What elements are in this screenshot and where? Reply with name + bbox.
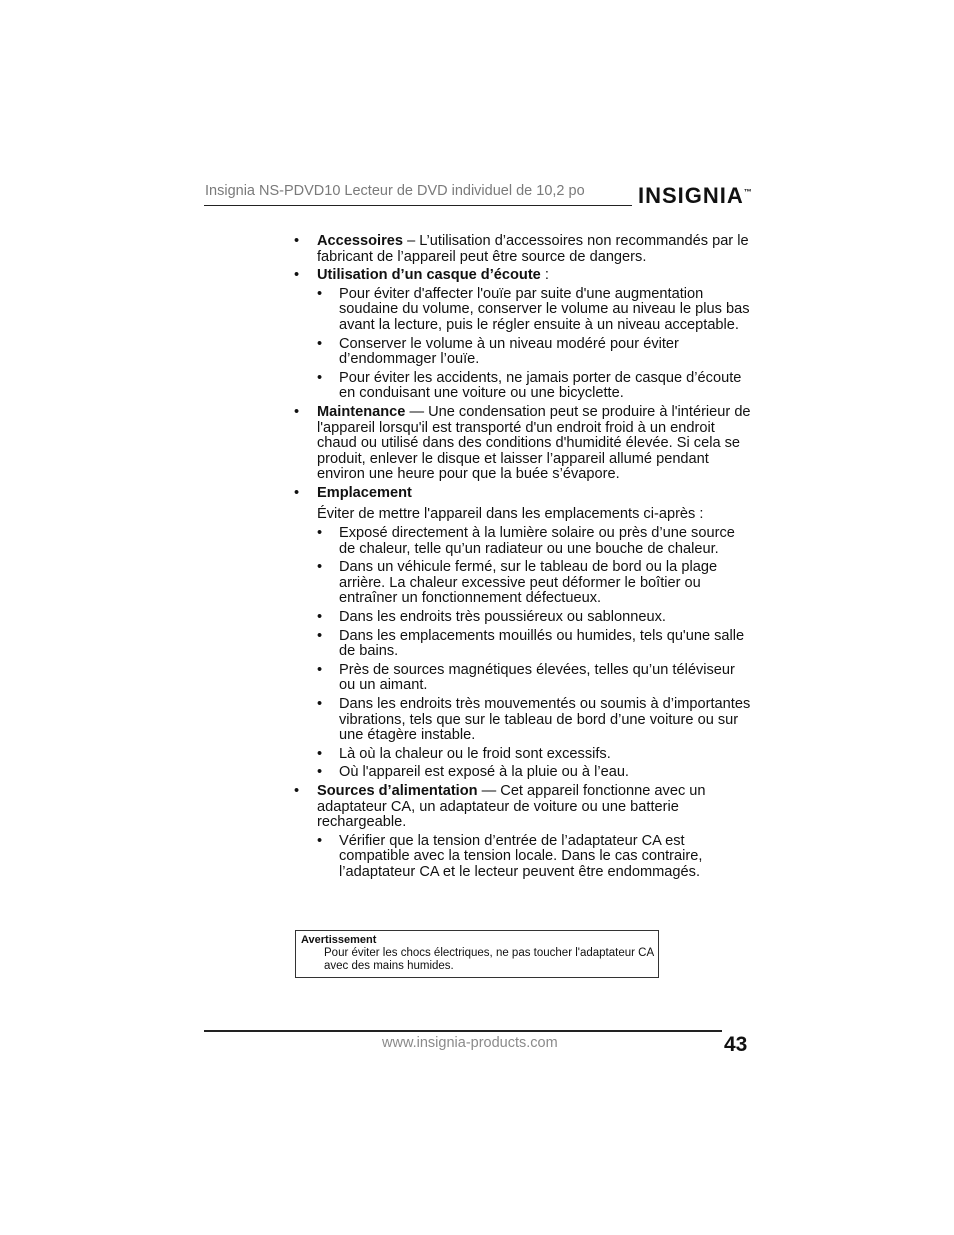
section-label: Emplacement (317, 484, 412, 501)
section-label: Maintenance (317, 403, 406, 420)
bullet: • (317, 285, 323, 302)
list-item-text: Exposé directement à la lumière solaire ou près d’une source de chaleur, telle qu’un radiateur ou une bouche de chaleur. (339, 525, 735, 557)
section-accessoires (293, 234, 755, 265)
bullet: • (317, 696, 323, 713)
list-item (317, 834, 755, 881)
logo-trademark: ™ (743, 187, 752, 197)
list-item (317, 337, 755, 368)
bullet: • (317, 627, 323, 644)
section-label: Accessoires (317, 233, 404, 249)
section-text: — Cet appareil fonctionne avec un adaptateur CA, un adaptateur de voiture ou une batterie rechargeable. (317, 783, 706, 831)
bullet: • (294, 233, 300, 249)
section-maintenance (293, 405, 755, 483)
warning-box (295, 930, 659, 978)
list-item-text: Dans les endroits très poussiéreux ou sablonneux. (339, 609, 666, 626)
list-item (317, 629, 755, 660)
bullet: • (317, 745, 323, 762)
list-item-text: Pour éviter les accidents, ne jamais porter de casque d’écoute en conduisant une voiture ou une bicyclette. (339, 369, 742, 402)
list-item-text: Pour éviter d'affecter l'ouïe par suite d'une augmentation soudaine du volume, conserver le volume au niveau le plus bas avant la lecture, puis le régler ensuite à un niveau acceptable. (339, 285, 750, 333)
bullet: • (294, 403, 300, 420)
list-item (317, 610, 755, 626)
footer-rule (204, 1030, 722, 1032)
header-title: Insignia NS-PDVD10 Lecteur de DVD individuel de 10,2 po (205, 183, 585, 199)
page-number: 43 (724, 1033, 748, 1056)
main-content (293, 234, 755, 884)
list-item-text: Là où la chaleur ou le froid sont excessifs. (339, 745, 611, 762)
section-text: – L’utilisation d’accessoires non recommandés par le fabricant de l’appareil peut être source de dangers. (317, 233, 749, 265)
bullet: • (317, 609, 323, 626)
warning-text: Pour éviter les chocs électriques, ne pas toucher l'adaptateur CA avec des mains humides. (324, 947, 654, 972)
section-intro: Éviter de mettre l'appareil dans les emplacements ci-après : (317, 505, 704, 522)
list-item-text: Conserver le volume à un niveau modéré pour éviter d’endommager l’ouïe. (339, 335, 679, 368)
footer-url: www.insignia-products.com (382, 1035, 558, 1051)
list-item (317, 526, 755, 557)
list-item (317, 287, 755, 334)
list-item-text: Où l'appareil est exposé à la pluie ou à l’eau. (339, 764, 629, 781)
list-item (317, 560, 755, 607)
bullet: • (317, 661, 323, 678)
header-rule (204, 205, 632, 206)
section-text: : (540, 267, 549, 284)
insignia-logo (638, 183, 752, 209)
bullet: • (317, 764, 323, 781)
list-item (317, 663, 755, 694)
bullet: • (294, 484, 300, 501)
bullet: • (317, 369, 323, 386)
warning-title: Avertissement (301, 934, 377, 946)
list-item-text: Dans un véhicule fermé, sur le tableau de bord ou la plage arrière. La chaleur excessive peut déformer le boîtier ou entraîner un fonctionnement défectueux. (339, 559, 718, 607)
section-text: — Une condensation peut se produire à l'intérieur de l'appareil lorsqu'il est transporté d'un endroit froid à un endroit chaud ou utilisé dans des conditions d'humidité élevée. Si cela se produit, enlever le disque et laisser l’appareil allumé pendant environ une heure pour que la buée s’évapore. (317, 403, 751, 483)
section-label: Utilisation d’un casque d’écoute (317, 267, 541, 284)
list-item-text: Près de sources magnétiques élevées, telles qu’un téléviseur ou un aimant. (339, 661, 735, 694)
list-item (317, 371, 755, 402)
list-item (317, 697, 755, 744)
section-casque (293, 268, 755, 402)
list-item-text: Dans les emplacements mouillés ou humides, tels qu'une salle de bains. (339, 627, 745, 660)
bullet: • (294, 783, 300, 799)
list-item-text: Vérifier que la tension d’entrée de l’adaptateur CA est compatible avec la tension locale. Dans le cas contraire, l’adaptateur CA et le lecteur peuvent être endommagés. (339, 832, 703, 880)
section-alimentation (293, 784, 755, 881)
bullet: • (317, 832, 323, 849)
bullet: • (317, 525, 323, 542)
list-item (317, 747, 755, 763)
section-emplacement (293, 486, 755, 781)
list-item-text: Dans les endroits très mouvementés ou soumis à d’importantes vibrations, tels que sur le tableau de bord d’une voiture ou sur une étagère instable. (339, 696, 751, 744)
bullet: • (294, 267, 300, 284)
bullet: • (317, 559, 323, 576)
list-item (317, 765, 755, 781)
section-label: Sources d’alimentation (317, 783, 478, 799)
logo-text: INSIGNIA (638, 183, 744, 208)
bullet: • (317, 335, 323, 352)
